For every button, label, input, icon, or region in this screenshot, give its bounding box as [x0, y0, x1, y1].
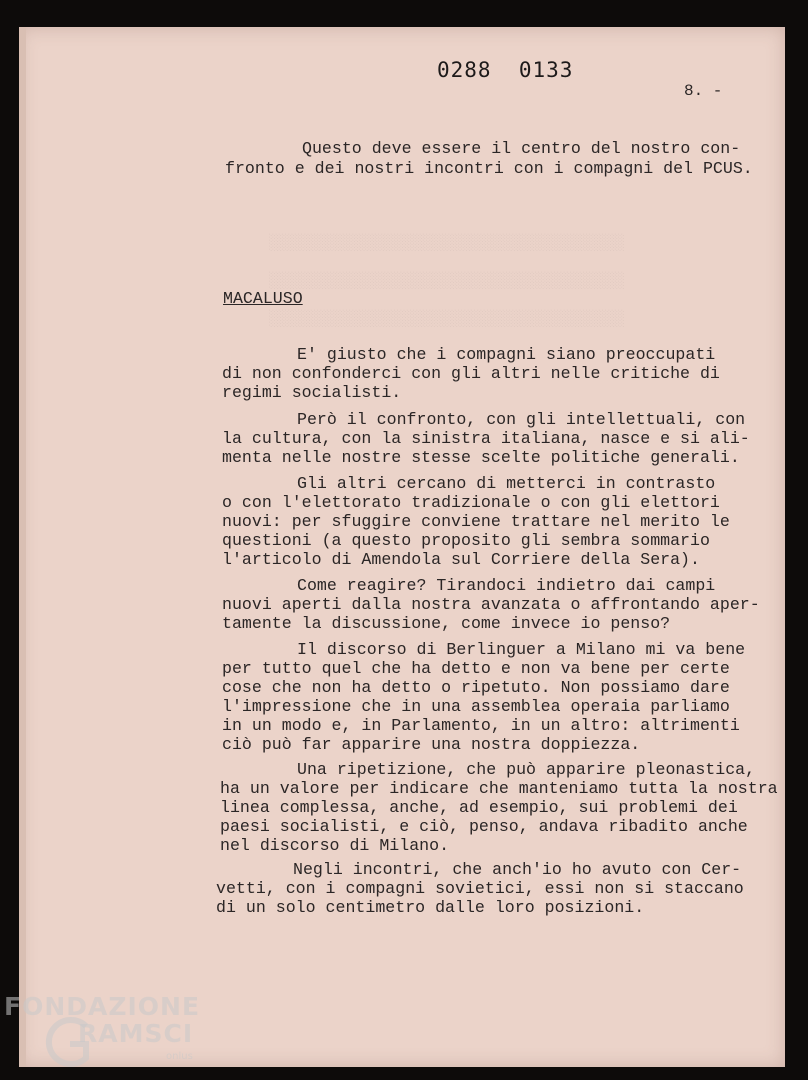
text-line: di non confonderci con gli altri nelle critiche di	[222, 364, 720, 383]
text-line: nel discorso di Milano.	[220, 836, 450, 855]
text-line: questioni (a questo proposito gli sembra sommario	[222, 531, 710, 550]
text-line: cose che non ha detto o ripetuto. Non possiamo dare	[222, 678, 730, 697]
text-line: l'impressione che in una assemblea operaia parliamo	[222, 697, 730, 716]
text-line: per tutto quel che ha detto e non va bene per certe	[222, 659, 730, 678]
text-line: regimi socialisti.	[222, 383, 402, 402]
text-line: linea complessa, anche, ad esempio, sui problemi dei	[220, 798, 738, 817]
text-line: l'articolo di Amendola sul Corriere della Sera).	[222, 550, 700, 569]
text-line: menta nelle nostre stesse scelte politiche generali.	[222, 448, 740, 467]
text-line: vetti, con i compagni sovietici, essi non si staccano	[216, 879, 744, 898]
text-line: o con l'elettorato tradizionale o con gli elettori	[222, 493, 720, 512]
text-line: la cultura, con la sinistra italiana, nasce e si ali-	[222, 429, 750, 448]
text-line: nuovi: per sfuggire conviene trattare nel merito le	[222, 512, 730, 531]
text-line: tamente la discussione, come invece io penso?	[222, 614, 671, 633]
text-line: nuovi aperti dalla nostra avanzata o affrontando aper-	[222, 595, 760, 614]
watermark-line2: RAMSCI	[78, 1019, 194, 1048]
speaker-heading: MACALUSO	[223, 289, 303, 308]
text-line: di un solo centimetro dalle loro posizioni.	[216, 898, 645, 917]
bleed-line: ░░░░░░░░░░░░░░░░░░░░░░░░░░░░░░░░░░░░░	[269, 234, 625, 252]
text-line: paesi socialisti, e ciò, penso, andava ribadito anche	[220, 817, 748, 836]
watermark-suffix: onlus	[166, 1051, 193, 1062]
bleed-line: ░░░░░░░░░░░░░░░░░░░░░░░░░░░░░░░░░░░░░	[269, 310, 625, 328]
text-line: fronto e dei nostri incontri con i compagni del PCUS.	[225, 159, 753, 178]
bleed-line: ░░░░░░░░░░░░░░░░░░░░░░░░░░░░░░░░░░░░░	[269, 272, 625, 290]
page-number: 8. -	[684, 82, 723, 100]
text-line: in un modo e, in Parlamento, in un altro: altrimenti	[222, 716, 740, 735]
fondazione-gramsci-watermark	[4, 992, 201, 1062]
text-line: Il discorso di Berlinguer a Milano mi va bene	[297, 640, 746, 659]
text-line: Questo deve essere il centro del nostro con-	[302, 139, 741, 158]
text-line: E' giusto che i compagni siano preoccupati	[297, 345, 716, 364]
text-line: Negli incontri, che anch'io ho avuto con Cer-	[293, 860, 742, 879]
reference-number: 0288 0133	[437, 58, 574, 82]
text-line: Una ripetizione, che può apparire pleonastica,	[297, 760, 756, 779]
text-line: Gli altri cercano di metterci in contrasto	[297, 474, 716, 493]
text-line: Come reagire? Tirandoci indietro dai campi	[297, 576, 716, 595]
watermark-line1: FONDAZIONE	[4, 992, 201, 1021]
text-line: ha un valore per indicare che manteniamo tutta la nostra	[220, 779, 778, 798]
bleed-through	[250, 215, 624, 329]
text-line: Però il confronto, con gli intellettuali, con	[297, 410, 746, 429]
page-edge	[19, 27, 26, 1067]
text-line: ciò può far apparire una nostra doppiezza.	[222, 735, 641, 754]
